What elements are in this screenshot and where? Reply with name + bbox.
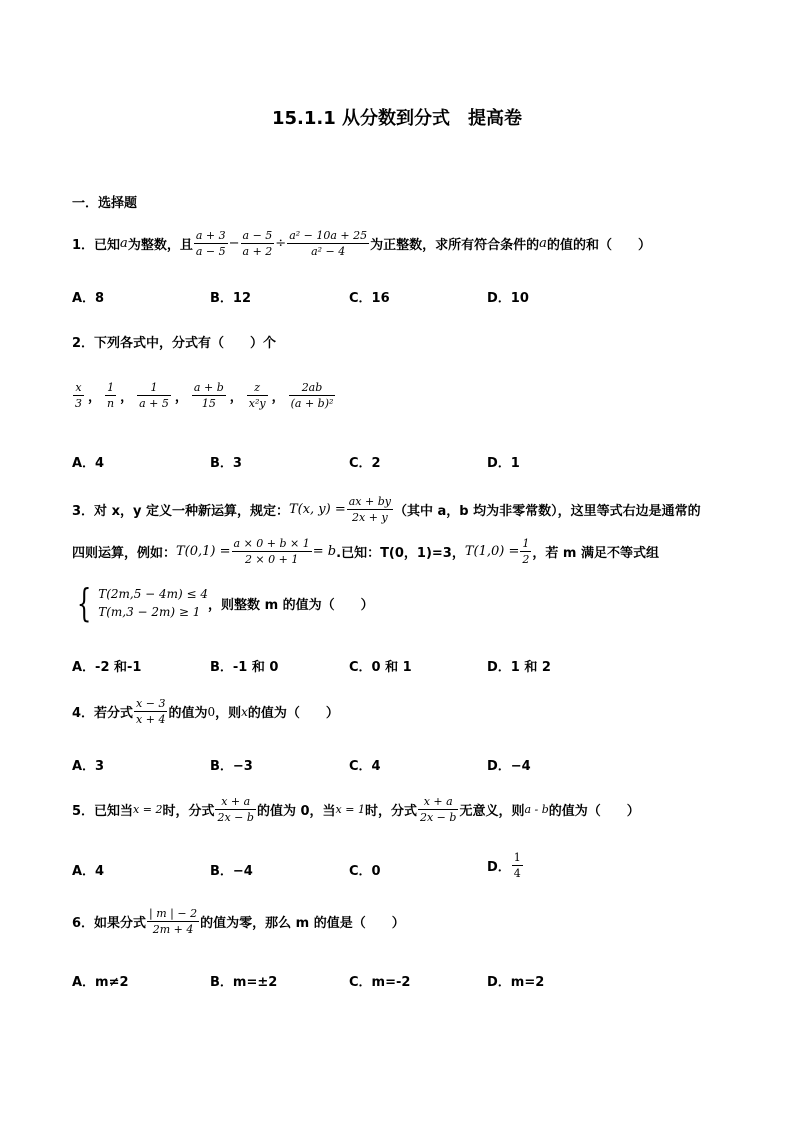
q3-def-numerator: ax + by (348, 495, 391, 508)
q5-text4: 无意义，则 (459, 804, 525, 819)
q2-fraction-list (72, 380, 336, 411)
q2-f5-denominator: x²y (248, 397, 266, 410)
q4-option-b[interactable]: B．−3 (210, 759, 253, 774)
q1-var-a: a (120, 236, 128, 251)
q3-option-a[interactable]: A．-2 和-1 (72, 660, 142, 675)
q3-example-fraction (232, 536, 312, 567)
q3-func-def: T(x, y) = (288, 502, 346, 517)
q2-option-c[interactable]: C．2 (349, 456, 381, 471)
q1-text1: 为整数，且 (127, 238, 193, 253)
q3-example-denominator: 2 × 0 + 1 (244, 553, 299, 566)
q2-fraction-2 (105, 380, 116, 411)
left-brace-icon: { (76, 581, 92, 625)
q5-option-b[interactable]: B．−4 (210, 864, 253, 879)
q1-option-a[interactable]: A．8 (72, 291, 105, 306)
q5-f1-denominator: 2x − b (217, 811, 254, 824)
q1-text3: 的值的和（ ） (546, 238, 651, 253)
q5-option-a[interactable]: A．4 (72, 864, 105, 879)
q2-option-a[interactable]: A．4 (72, 456, 105, 471)
q3-half-numerator: 1 (522, 537, 530, 550)
q1-divide-sign: ÷ (275, 236, 287, 251)
q4-option-d[interactable]: D．−4 (487, 759, 531, 774)
q3-func-2: T(1,0) = (464, 544, 520, 559)
q6-option-d[interactable]: D．m=2 (487, 975, 545, 990)
section-heading: 一．选择题 (72, 196, 138, 211)
q5-option-d-denominator: 4 (513, 867, 521, 880)
q1-option-d[interactable]: D．10 (487, 291, 529, 306)
q4-denominator: x + 4 (136, 713, 166, 726)
q5-f2-numerator: x + a (418, 794, 458, 810)
q4-prefix: 4．若分式 (72, 706, 134, 721)
q3-example-func: T(0,1) = (176, 544, 231, 559)
q5-condition-1: x = 2 (133, 803, 163, 816)
q3-example-result: = b (312, 544, 337, 559)
q4-zero: 0 (207, 704, 216, 719)
q3-line3: ，则整数 m 的值为（ ） (208, 597, 374, 613)
q6-fraction (147, 906, 199, 937)
q6-option-a[interactable]: A．m≠2 (72, 975, 129, 990)
q2-f5-numerator: z (247, 380, 268, 396)
q1-f2-numerator: a − 5 (242, 229, 273, 242)
q1-f1-numerator: a + 3 (195, 229, 226, 242)
q3-definition-fraction (347, 494, 393, 525)
q2-separator: ， (229, 390, 243, 405)
q2-fraction-4 (192, 380, 226, 411)
q1-f2-denominator: a + 2 (242, 245, 273, 258)
q3-half-denominator: 2 (522, 553, 530, 566)
q5-text3: 时，分式 (364, 804, 417, 819)
q4-fraction (134, 696, 167, 727)
q3-line2-b: .已知：T(0，1)=3， (336, 546, 465, 561)
q5-option-c[interactable]: C．0 (349, 864, 381, 879)
q4-numerator: x − 3 (136, 697, 166, 710)
q1-fraction-2 (241, 228, 275, 259)
q3-option-d[interactable]: D．1 和 2 (487, 660, 551, 675)
q5-text5: 的值为（ ） (548, 804, 640, 819)
q5-option-d[interactable] (487, 850, 524, 881)
q4-option-a[interactable]: A．3 (72, 759, 105, 774)
question-6-stem (72, 906, 405, 937)
question-3-line-1 (72, 494, 701, 525)
q2-f2-denominator: n (107, 397, 115, 410)
q4-var-x: x (241, 704, 248, 719)
q2-separator: ， (174, 390, 188, 405)
q1-option-c[interactable]: C．16 (349, 291, 390, 306)
q2-separator: ， (271, 390, 285, 405)
q2-f4-denominator: 15 (201, 397, 216, 410)
q3-inequality-2: T(m,3 − 2m) ≥ 1 (98, 605, 201, 619)
q2-f4-numerator: a + b (193, 381, 224, 394)
q5-text2: 的值为 0，当 (256, 804, 336, 819)
q3-option-b[interactable]: B．-1 和 0 (210, 660, 279, 675)
q2-f6-numerator: 2ab (289, 380, 336, 396)
q2-fraction-5 (247, 380, 268, 411)
q5-prefix: 5．已知当 (72, 804, 134, 819)
q3-example-numerator: a × 0 + b × 1 (233, 537, 310, 550)
q3-def-denominator: 2x + y (352, 511, 388, 524)
q3-half-fraction (520, 536, 531, 567)
q5-fraction-1 (215, 794, 255, 825)
q6-prefix: 6．如果分式 (72, 916, 147, 931)
q4-text1: 的值为 (168, 706, 208, 721)
q5-condition-2: x = 1 (335, 803, 365, 816)
q5-f2-denominator: 2x − b (419, 811, 457, 824)
q1-prefix: 1．已知 (72, 238, 121, 253)
q2-f1-denominator: 3 (75, 397, 82, 410)
question-5-stem (72, 794, 640, 825)
q1-fraction-1 (194, 228, 228, 259)
q4-text3: 的值为（ ） (247, 706, 339, 721)
q1-f1-denominator: a − 5 (195, 245, 226, 258)
q5-option-d-fraction (512, 850, 523, 881)
q5-fraction-2 (418, 794, 458, 825)
q5-expression: a - b (524, 803, 549, 816)
q2-f1-numerator: x (73, 380, 84, 396)
q6-numerator: | m | − 2 (149, 907, 198, 920)
q1-f3-denominator: a² − 4 (311, 245, 346, 258)
q4-option-c[interactable]: C．4 (349, 759, 381, 774)
q1-option-b[interactable]: B．12 (210, 291, 251, 306)
q6-option-b[interactable]: B．m=±2 (210, 975, 278, 990)
q2-fraction-1 (73, 380, 84, 411)
q5-option-d-numerator: 1 (513, 851, 521, 864)
q1-f3-numerator: a² − 10a + 25 (289, 229, 368, 242)
question-1-stem (72, 228, 651, 259)
q4-text2: ，则 (215, 706, 242, 721)
q3-inequality-1: T(2m,5 − 4m) ≤ 4 (98, 587, 209, 601)
question-4-stem (72, 696, 339, 727)
question-3-line-2 (72, 536, 659, 567)
q2-f6-denominator: (a + b)² (290, 397, 334, 410)
q1-text2: 为正整数，求所有符合条件的 (370, 238, 540, 253)
q2-f2-numerator: 1 (105, 380, 116, 396)
q2-f3-numerator: 1 (137, 380, 171, 396)
q3-line2-c: ，若 m 满足不等式组 (532, 546, 659, 561)
q3-line2-a: 四则运算，例如： (72, 546, 177, 561)
q2-option-d[interactable]: D．1 (487, 456, 520, 471)
q3-line1-b: （其中 a，b 均为非零常数），这里等式右边是通常的 (393, 504, 701, 519)
page-title: 15.1.1 从分数到分式 提高卷 (271, 108, 523, 129)
q1-fraction-3 (287, 228, 369, 259)
q3-inequality-system (72, 581, 209, 625)
q1-var-a-2: a (539, 236, 547, 251)
q2-separator: ， (88, 390, 102, 405)
q3-option-c[interactable]: C．0 和 1 (349, 660, 412, 675)
q2-f3-denominator: a + 5 (139, 397, 169, 410)
question-2-stem: 2．下列各式中，分式有（ ）个 (72, 336, 277, 351)
question-3-line-3 (72, 581, 374, 625)
q5-option-d-label: D． (487, 860, 511, 875)
q1-minus-sign: − (228, 236, 240, 251)
q2-fraction-6 (289, 380, 336, 411)
q3-line1-a: 3．对 x，y 定义一种新运算，规定： (72, 504, 289, 519)
q2-separator: ， (120, 390, 134, 405)
q2-option-b[interactable]: B．3 (210, 456, 242, 471)
q5-f1-numerator: x + a (215, 794, 255, 810)
q6-denominator: 2m + 4 (152, 923, 194, 936)
q6-option-c[interactable]: C．m=-2 (349, 975, 411, 990)
q5-text1: 时，分式 (162, 804, 215, 819)
q6-text1: 的值为零，那么 m 的值是（ ） (200, 916, 405, 931)
q2-fraction-3 (137, 380, 171, 411)
